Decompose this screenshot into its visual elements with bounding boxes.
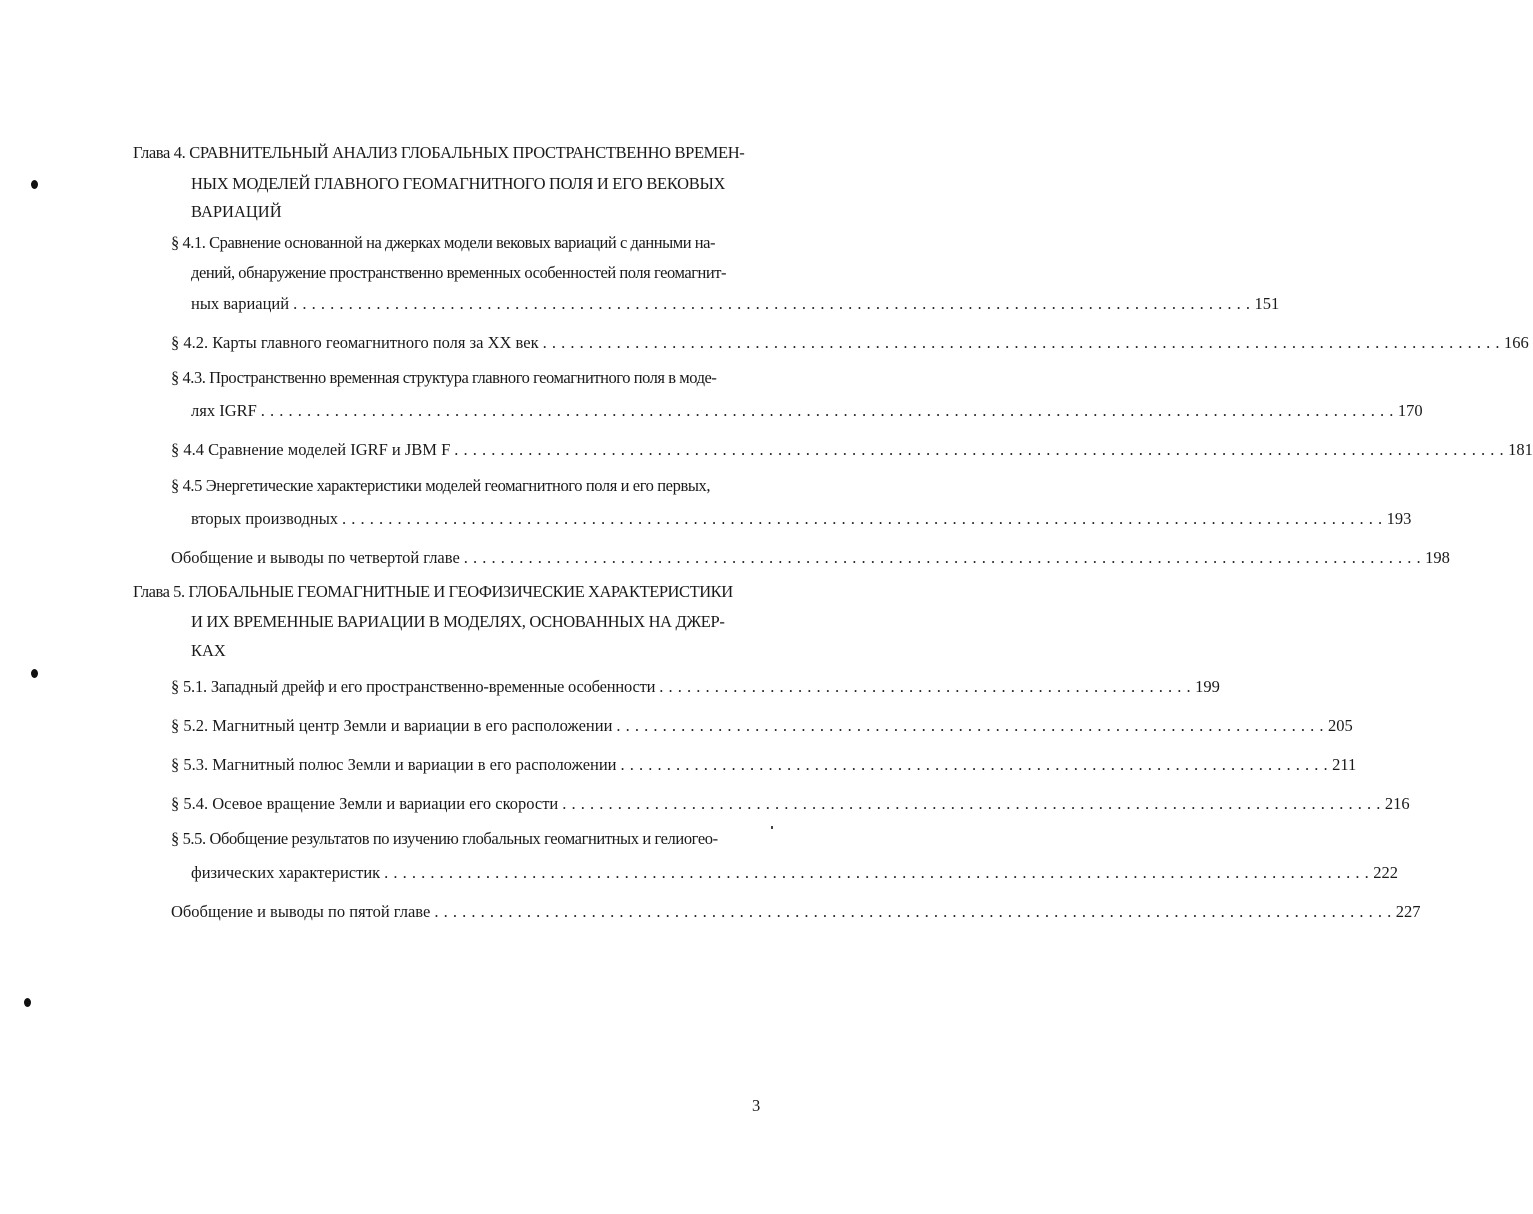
toc-entry-4-1	[191, 293, 1280, 315]
toc-entry-4-1-line-2: дений, обнаружение пространственно временных особенностей поля геомагнит-	[191, 263, 727, 282]
leader-dots: . . . . . . . . . . . . . . . . . . . . . . . . . . . . . . . . . . . . . . . . . . . . . . . . . . . . . . . . . .	[659, 677, 1192, 696]
toc-entry-chapter-5-summary	[171, 901, 1421, 923]
leader-dots: . . . . . . . . . . . . . . . . . . . . . . . . . . . . . . . . . . . . . . . . . . . . . . . . . . . . . . . . . . . . . . . . . . . . . . . . . . . . . . . . . . . . . . . . . . . . . . . . . . . . . . . . . . . . . . . . . . . . . . . . . . .	[260, 401, 1394, 420]
toc-entry-5-2-page: 205	[1328, 716, 1353, 735]
leader-dots: . . . . . . . . . . . . . . . . . . . . . . . . . . . . . . . . . . . . . . . . . . . . . . . . . . . . . . . . . . . . . . . . . . . . . . . . . . . . . . . . . . . . . . . . . . . . . . . . . . . . . . . . . . . . . . . . . .	[454, 440, 1505, 459]
toc-entry-chapter-4-summary-label: Обобщение и выводы по четвертой главе	[171, 548, 460, 567]
leader-dots: . . . . . . . . . . . . . . . . . . . . . . . . . . . . . . . . . . . . . . . . . . . . . . . . . . . . . . . . . . . . . . . . . . . . . . . . . . . . . . . . . . . . . . . . . . . . . . . . . . . . . . . .	[463, 548, 1422, 567]
toc-entry-5-4-page: 216	[1384, 794, 1410, 813]
leader-dots: . . . . . . . . . . . . . . . . . . . . . . . . . . . . . . . . . . . . . . . . . . . . . . . . . . . . . . . . . . . . . . . . . . . . . . . . . . . . . . . . . . . . . . . . .	[562, 794, 1381, 813]
toc-entry-5-5-line-1: § 5.5. Обобщение результатов по изучению глобальных геомагнитных и гелиогео-	[171, 829, 718, 848]
page-number: 3	[752, 1096, 761, 1115]
toc-entry-4-3-page: 170	[1397, 401, 1423, 420]
toc-entry-chapter-5-summary-page: 227	[1395, 902, 1421, 921]
toc-entry-4-1-page: 151	[1254, 294, 1280, 313]
toc-entry-4-1-line-1: § 4.1. Сравнение основанной на джерках модели вековых вариаций с данными на-	[171, 233, 716, 252]
leader-dots: . . . . . . . . . . . . . . . . . . . . . . . . . . . . . . . . . . . . . . . . . . . . . . . . . . . . . . . . . . . . . . . . . . . . . . . . . . . . .	[620, 755, 1329, 774]
chapter-4-heading-line-3: ВАРИАЦИЙ	[191, 202, 282, 221]
toc-entry-4-2-page: 166	[1503, 333, 1529, 352]
toc-entry-4-2-label: § 4.2. Карты главного геомагнитного поля за XX век	[171, 333, 539, 352]
toc-entry-4-2	[171, 332, 1529, 354]
chapter-4-heading-line-1: Глава 4. СРАВНИТЕЛЬНЫЙ АНАЛИЗ ГЛОБАЛЬНЫХ ПРОСТРАНСТВЕННО ВРЕМЕН-	[133, 143, 745, 162]
toc-entry-5-2-label: § 5.2. Магнитный центр Земли и вариации в его расположении	[171, 716, 613, 735]
toc-entry-5-3-page: 211	[1332, 755, 1357, 774]
toc-entry-5-1	[171, 676, 1220, 698]
chapter-5-heading-line-2: И ИХ ВРЕМЕННЫЕ ВАРИАЦИИ В МОДЕЛЯХ, ОСНОВАННЫХ НА ДЖЕР-	[191, 612, 725, 631]
toc-entry-4-5-page: 193	[1386, 509, 1412, 528]
toc-entry-4-5-line-1: § 4.5 Энергетические характеристики моделей геомагнитного поля и его первых,	[171, 476, 711, 495]
toc-entry-4-3-label: лях IGRF	[191, 401, 257, 420]
toc-entry-5-1-label: § 5.1. Западный дрейф и его пространственно-временные особенности	[171, 677, 656, 696]
toc-entry-4-5-label: вторых производных	[191, 509, 339, 528]
toc-entry-4-3-line-1: § 4.3. Пространственно временная структура главного геомагнитного поля в моде-	[171, 368, 717, 387]
chapter-4-heading-line-2: НЫХ МОДЕЛЕЙ ГЛАВНОГО ГЕОМАГНИТНОГО ПОЛЯ И ЕГО ВЕКОВЫХ	[191, 174, 726, 193]
toc-entry-4-3	[191, 400, 1423, 422]
leader-dots: . . . . . . . . . . . . . . . . . . . . . . . . . . . . . . . . . . . . . . . . . . . . . . . . . . . . . . . . . . . . . . . . . . . . . . . . . . . . . . . . . . . . . . . . . . . . . . . . . . . . . . . . . . . . . . . . .	[342, 509, 1383, 528]
toc-entry-5-2	[171, 715, 1353, 737]
leader-dots: . . . . . . . . . . . . . . . . . . . . . . . . . . . . . . . . . . . . . . . . . . . . . . . . . . . . . . . . . . . . . . . . . . . . . . . . . . . . . . . . . . . . . . . . . . . . . . . . . . . . . . . .	[542, 333, 1500, 352]
punch-hole-mark	[24, 998, 31, 1007]
toc-entry-4-1-label: ных вариаций	[191, 294, 290, 313]
toc-entry-4-4-label: § 4.4 Сравнение моделей IGRF и JBM F	[171, 440, 451, 459]
toc-entry-5-5-label: физических характеристик	[191, 863, 381, 882]
toc-entry-4-4-page: 181	[1508, 440, 1533, 459]
toc-entry-5-4-label: § 5.4. Осевое вращение Земли и вариации его скорости	[171, 794, 559, 813]
punch-hole-mark	[31, 669, 38, 678]
toc-entry-5-3-label: § 5.3. Магнитный полюс Земли и вариации в его расположении	[171, 755, 617, 774]
toc-entry-5-5-page: 222	[1373, 863, 1399, 882]
scan-speck	[771, 826, 773, 829]
toc-entry-chapter-4-summary-page: 198	[1425, 548, 1450, 567]
toc-entry-5-4	[171, 793, 1410, 815]
punch-hole-mark	[31, 180, 38, 189]
leader-dots: . . . . . . . . . . . . . . . . . . . . . . . . . . . . . . . . . . . . . . . . . . . . . . . . . . . . . . . . . . . . . . . . . . . . . . . . . . . . . . . . . . . . . . . . . . . . . . . . . . . . . . . .	[293, 294, 1251, 313]
chapter-5-heading-line-1: Глава 5. ГЛОБАЛЬНЫЕ ГЕОМАГНИТНЫЕ И ГЕОФИЗИЧЕСКИЕ ХАРАКТЕРИСТИКИ	[133, 582, 733, 601]
toc-entry-chapter-4-summary	[171, 547, 1450, 569]
toc-entry-5-5	[191, 862, 1399, 884]
toc-entry-5-1-page: 199	[1195, 677, 1220, 696]
toc-entry-chapter-5-summary-label: Обобщение и выводы по пятой главе	[171, 902, 431, 921]
leader-dots: . . . . . . . . . . . . . . . . . . . . . . . . . . . . . . . . . . . . . . . . . . . . . . . . . . . . . . . . . . . . . . . . . . . . . . . . . . . . .	[616, 716, 1325, 735]
toc-entry-4-4	[171, 439, 1533, 461]
chapter-5-heading-line-3: КАХ	[191, 641, 226, 660]
toc-entry-5-3	[171, 754, 1357, 776]
leader-dots: . . . . . . . . . . . . . . . . . . . . . . . . . . . . . . . . . . . . . . . . . . . . . . . . . . . . . . . . . . . . . . . . . . . . . . . . . . . . . . . . . . . . . . . . . . . . . . . . . . . . . . . .	[434, 902, 1392, 921]
leader-dots: . . . . . . . . . . . . . . . . . . . . . . . . . . . . . . . . . . . . . . . . . . . . . . . . . . . . . . . . . . . . . . . . . . . . . . . . . . . . . . . . . . . . . . . . . . . . . . . . . . . . . . . . . . .	[384, 863, 1370, 882]
toc-entry-4-5	[191, 508, 1412, 530]
